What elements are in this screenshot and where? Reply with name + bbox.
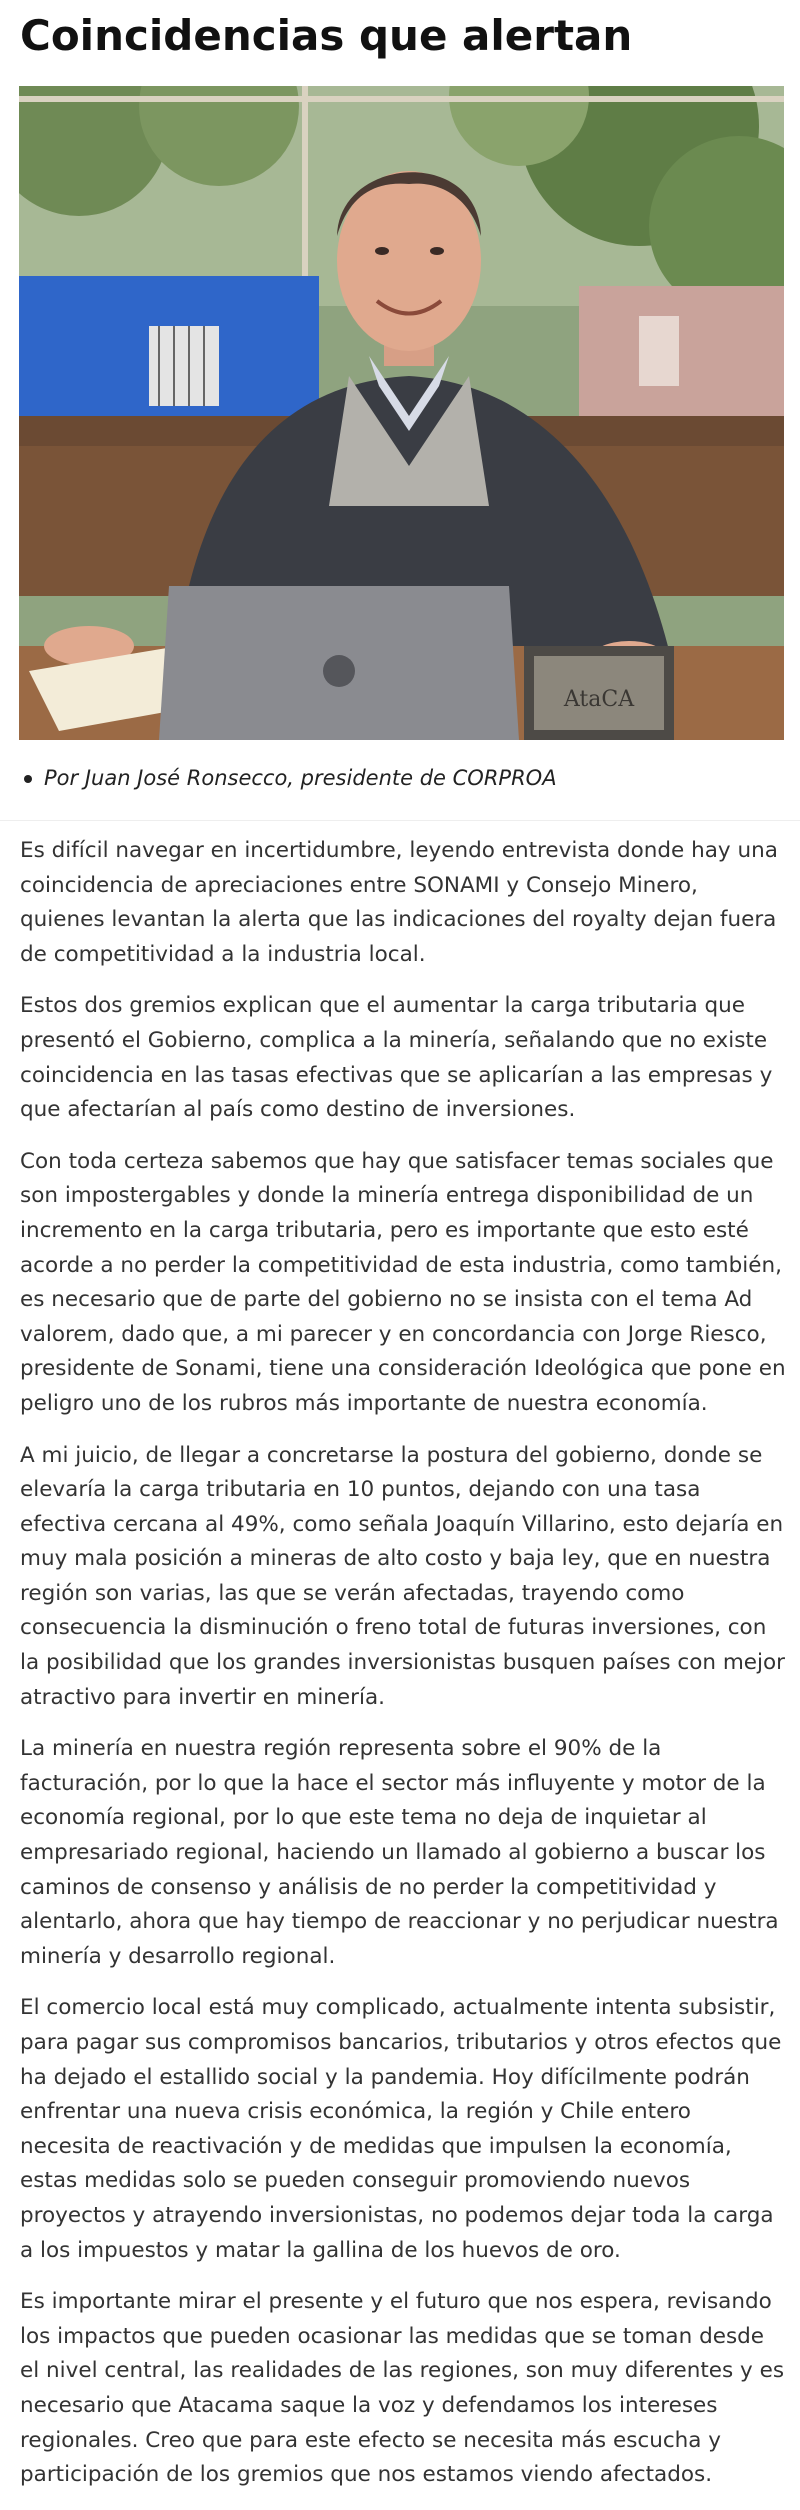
paragraph-5: La minería en nuestra región representa sobre el 90% de la facturación, por lo que la hace el sector más influyente y motor de la economía regional, por lo que este tema no deja de inquietar al empresariado regional, haciendo un llamado al gobierno a buscar los caminos de consenso y análisis de no perder la competitividad y alentarlo, ahora que hay tiempo de reaccionar y no perjudicar nuestra minería y desarrollo regional. [20, 1736, 779, 1969]
paragraph-4: A mi juicio, de llegar a concretarse la postura del gobierno, donde se elevaría la carga tributaria en 10 puntos, dejando con una tasa efectiva cercana al 49%, como señala Joaquín Villarino, esto dejaría en muy mala posición a mineras de alto costo y baja ley, que en nuestra región son varias, las que se verán afectadas, trayendo como consecuencia la disminución o freno total de futuras inversiones, con la posibilidad que los grandes inversionistas busquen países con mejor atractivo para invertir en minería. [20, 1442, 785, 1710]
paragraph-7: Es importante mirar el presente y el futuro que nos espera, revisando los impactos que pueden ocasionar las medidas que se toman desde el nivel central, las realidades de las regiones, son muy diferentes y es necesario que Atacama saque la voz y defendamos los intereses regionales. Creo que para este efecto se necesita más escucha y participación de los gremios que nos estamos viendo afectados. [20, 2289, 785, 2488]
bullet-icon [24, 775, 32, 783]
svg-text:AtaCA: AtaCA [563, 687, 635, 712]
byline-list [0, 760, 800, 796]
divider [0, 820, 800, 821]
paragraph-2: Estos dos gremios explican que el aumentar la carga tributaria que presentó el Gobierno, complica a la minería, señalando que no existe coincidencia en las tasas efectivas que se aplicarían a las empresas y que afectarían al país como destino de inversiones. [20, 993, 773, 1123]
article-photo [19, 86, 784, 740]
photo-illustration [19, 86, 784, 740]
paragraph-1: Es difícil navegar en incertidumbre, leyendo entrevista donde hay una coincidencia de apreciaciones entre SONAMI y Consejo Minero, quienes levantan la alerta que las indicaciones del royalty dejan fuera de competitividad a la industria local. [20, 838, 778, 967]
article-title: Coincidencias que alertan [20, 11, 633, 60]
byline [0, 760, 800, 796]
article-body [20, 834, 788, 2510]
paragraph-6: El comercio local está muy complicado, actualmente intenta subsistir, para pagar sus compromisos bancarios, tributarios y otros efectos que ha dejado el estallido social y la pandemia. Hoy difícilmente podrán enfrentar una nueva crisis económica, la región y Chile entero necesita de reactivación y de medidas que impulsen la economía, estas medidas solo se pueden conseguir promoviendo nuevos proyectos y atrayendo inversionistas, no podemos dejar toda la carga a los impuestos y matar la gallina de los huevos de oro. [20, 1995, 782, 2263]
paragraph-3: Con toda certeza sabemos que hay que satisfacer temas sociales que son impostergables y donde la minería entrega disponibilidad de un incremento en la carga tributaria, pero es importante que esto esté acorde a no perder la competitividad de esta industria, como también, es necesario que de parte del gobierno no se insista con el tema Ad valorem, dado que, a mi parecer y en concordancia con Jorge Riesco, presidente de Sonami, tiene una consideración Ideológica que pone en peligro uno de los rubros más importante de nuestra economía. [20, 1148, 786, 1416]
byline-text: Por Juan José Ronsecco, presidente de CORPROA [44, 766, 557, 790]
